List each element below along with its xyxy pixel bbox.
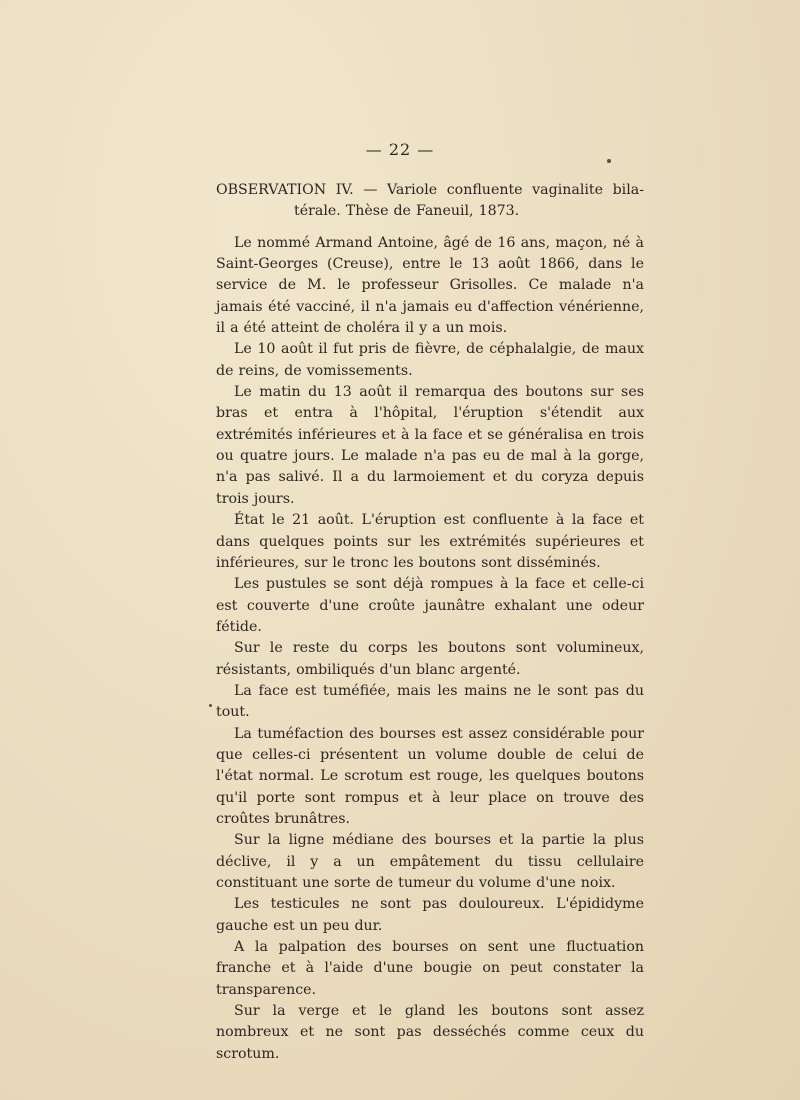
ink-speck — [607, 159, 611, 163]
paragraph-4: État le 21 août. L'éruption est confluente à la face et dans quelques points sur les extrémités supérieures et inférieures, sur le tronc les boutons sont disséminés. — [216, 512, 644, 571]
paragraph-2: Le 10 août il fut pris de fièvre, de céphalalgie, de maux de reins, de vomissements. — [216, 341, 644, 379]
paragraph-7: La face est tuméfiée, mais les mains ne le sont pas du tout. — [216, 682, 644, 721]
paragraph-5: Les pustules se sont déjà rompues à la face et celle-ci est couverte d'une croûte jaunâtre exhalant une odeur fétide. — [216, 576, 644, 635]
observation-text — [216, 180, 644, 1065]
paragraph-3: Le matin du 13 août il remarqua des boutons sur ses bras et entra à l'hôpital, l'éruption s'étendit aux extrémités inférieures et à la face et se généralisa en trois ou quatre jours. Le malade n'a pas eu de mal à la gorge, n'a pas salivé. Il a du larmoiement et du coryza depuis trois jours. — [216, 384, 644, 507]
page-number: — 22 — — [365, 140, 435, 159]
ink-speck — [209, 704, 212, 707]
observation-heading-line-1: OBSERVATION IV. — Variole confluente vaginalite bila- — [216, 182, 644, 198]
paragraph-9: Sur la ligne médiane des bourses et la partie la plus déclive, il y a un empâtement du tissu cellulaire constituant une sorte de tumeur du volume d'une noix. — [216, 832, 644, 891]
paragraph-10: Les testicules ne sont pas douloureux. L'épididyme gauche est un peu dur. — [216, 896, 644, 934]
paragraph-1: Le nommé Armand Antoine, âgé de 16 ans, maçon, né à Saint-Georges (Creuse), entre le 13 août 1866, dans le service de M. le professeur Grisolles. Ce malade n'a jamais été vacciné, il n'a jamais eu d'affection vénérienne, il a été atteint de choléra il y a un mois. — [216, 234, 644, 337]
paragraph-6: Sur le reste du corps les boutons sont volumineux, résistants, ombiliqués d'un blanc argenté. — [216, 640, 644, 678]
paragraph-12: Sur la verge et le gland les boutons sont assez nombreux et ne sont pas desséchés comme ceux du scrotum. — [216, 1003, 644, 1062]
paragraph-8: La tuméfaction des bourses est assez considérable pour que celles-ci présentent un volume double de celui de l'état normal. Le scrotum est rouge, les quelques boutons qu'il porte sont rompus et à leur place on trouve des croûtes brunâtres. — [216, 725, 644, 827]
observation-heading-line-2: térale. Thèse de Faneuil, 1873. — [294, 203, 520, 220]
paragraph-11: A la palpation des bourses on sent une fluctuation franche et à l'aide d'une bougie on peut constater la transparence. — [216, 939, 644, 998]
